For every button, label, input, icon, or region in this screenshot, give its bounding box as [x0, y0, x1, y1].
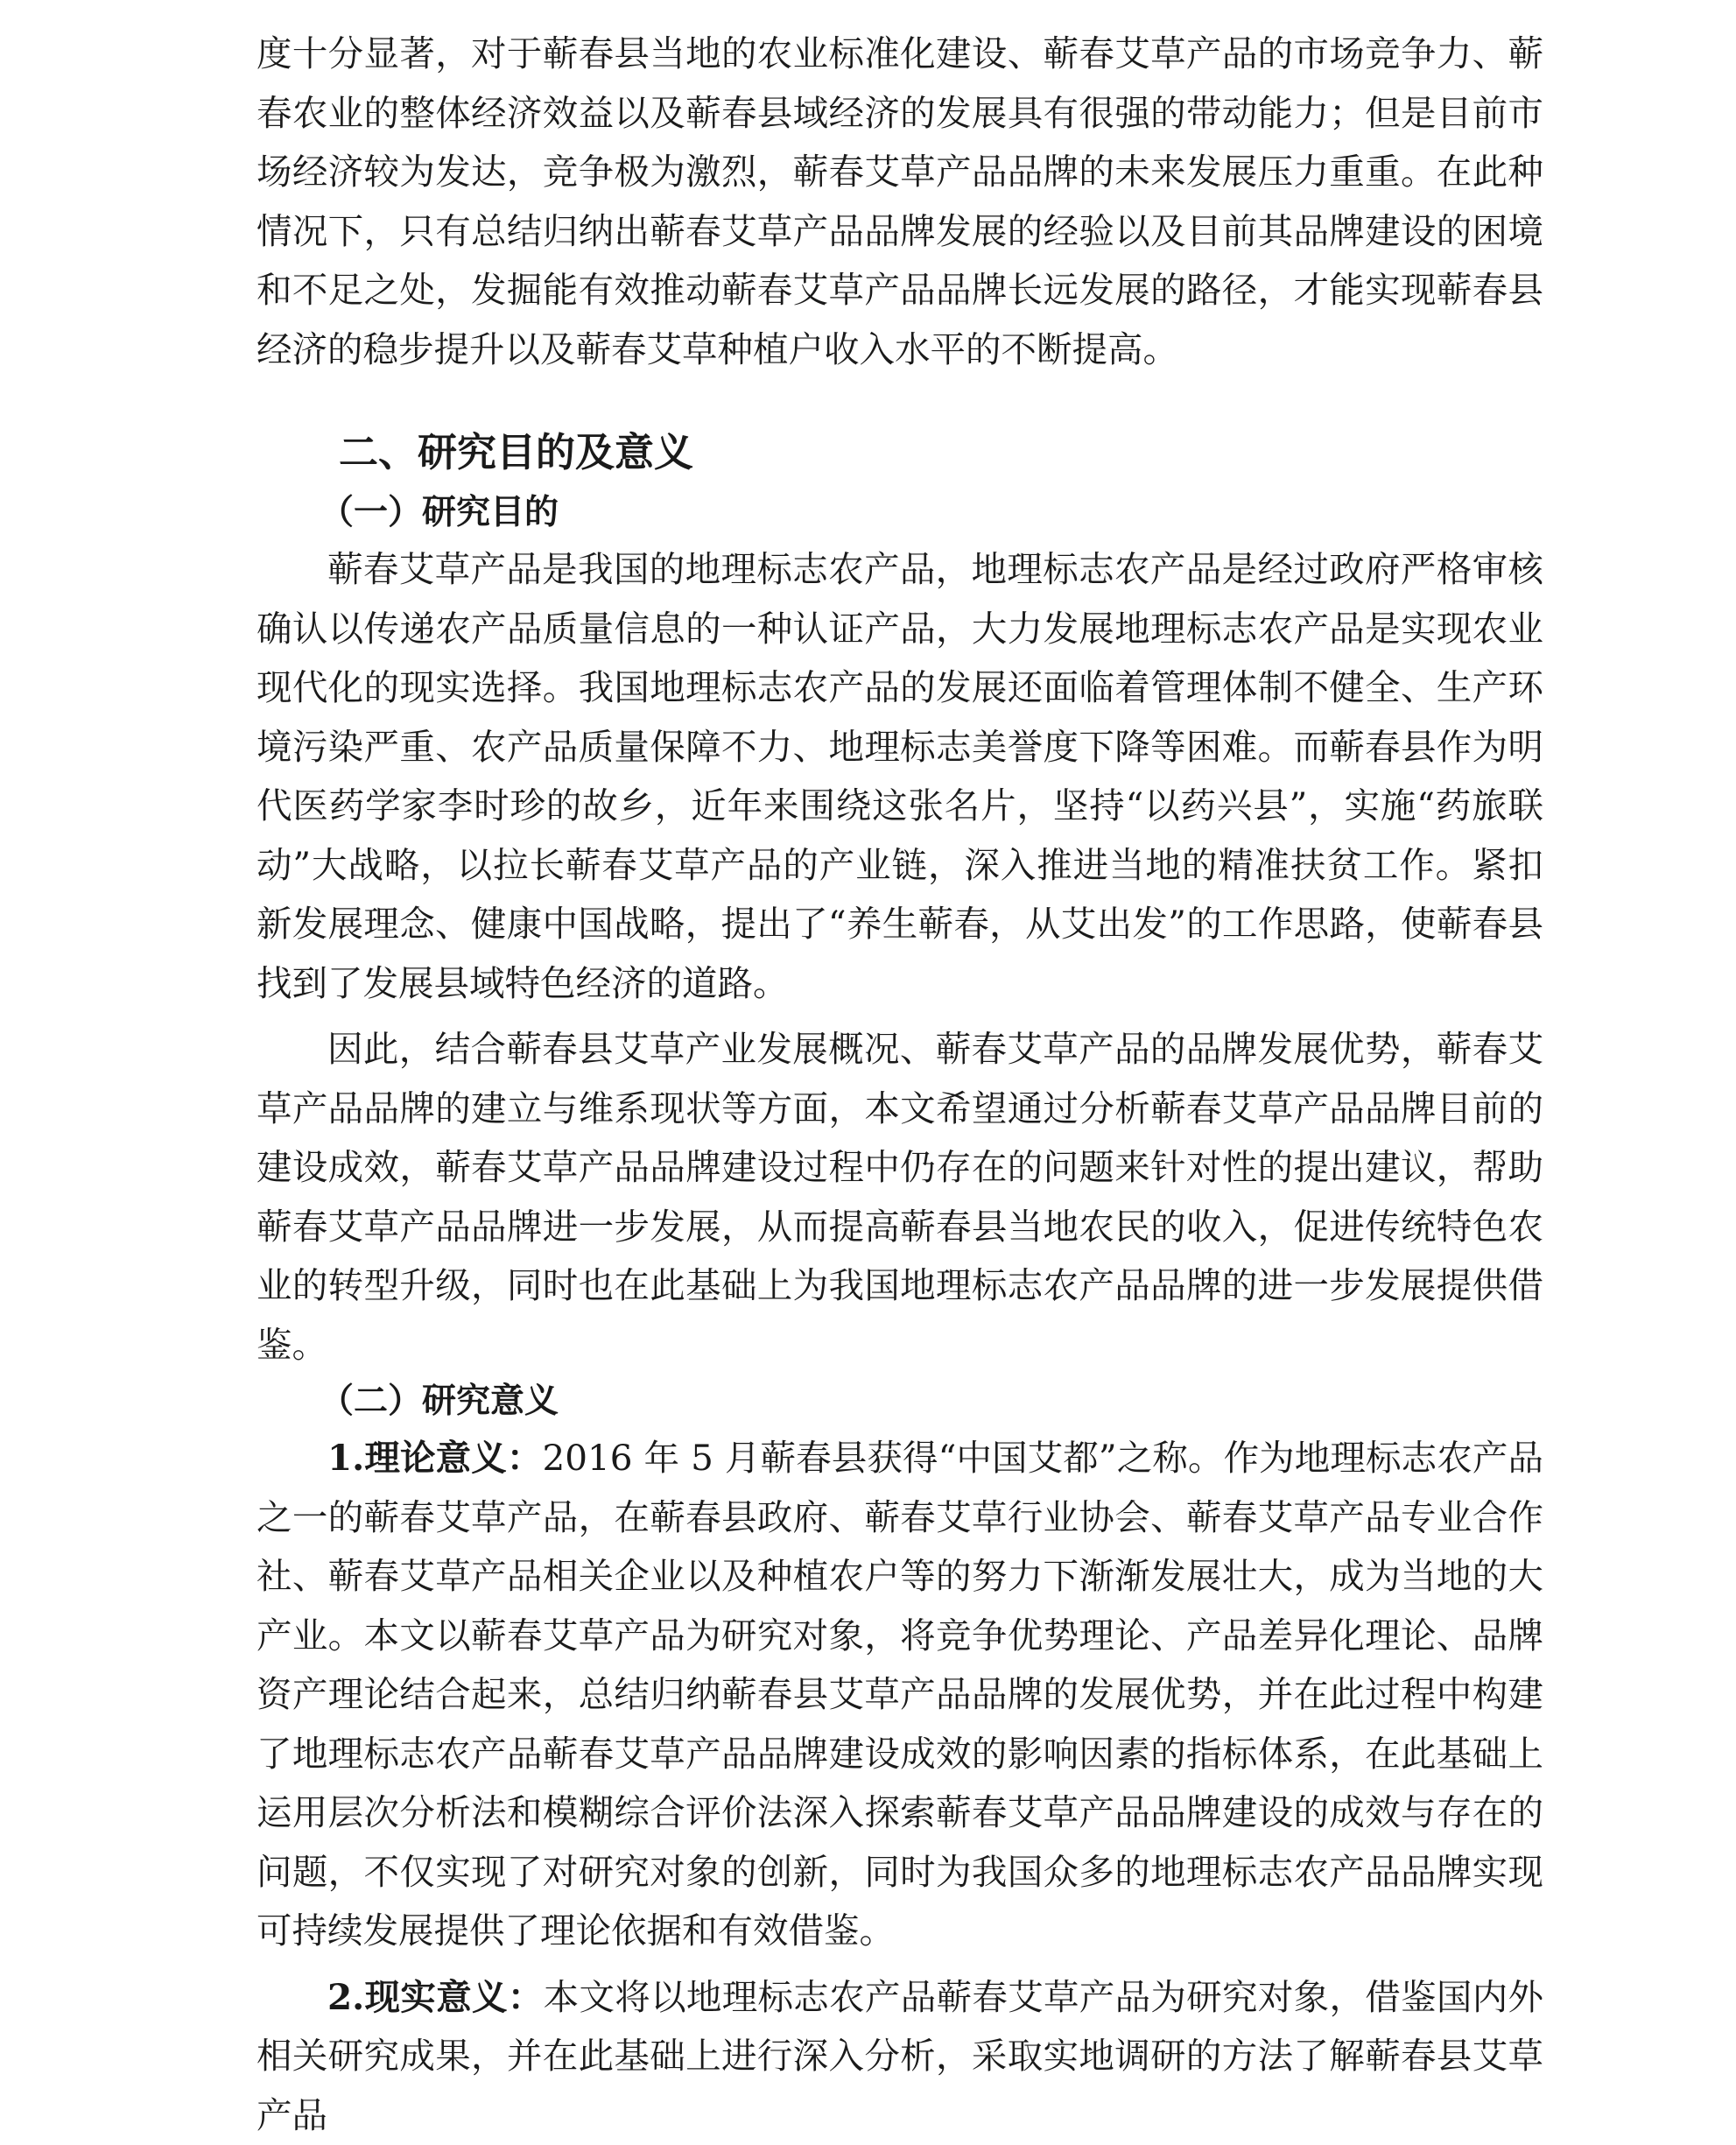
purpose-paragraph-2: 因此，结合蕲春县艾草产业发展概况、蕲春艾草产品的品牌发展优势，蕲春艾草产品品牌的建立与维系现状等方面，本文希望通过分析蕲春艾草产品品牌目前的建设成效，蕲春艾草产品品牌建设过程中仍存在的问题来针对性的提出建议，帮助蕲春艾草产品品牌进一步发展，从而提高蕲春县当地农民的收入，促进传统特色农业的转型升级，同时也在此基础上为我国地理标志农产品品牌的进一步发展提供借鉴。: [257, 1020, 1543, 1375]
document-page: [257, 25, 1543, 2145]
section-heading: 二、研究目的及意义: [257, 425, 1543, 481]
theory-significance-text: 2016 年 5 月蕲春县获得“中国艾都”之称。作为地理标志农产品之一的蕲春艾草产品，在蕲春县政府、蕲春艾草行业协会、蕲春艾草产品专业合作社、蕲春艾草产品相关企业以及种植农户等的努力下渐渐发展壮大，成为当地的大产业。本文以蕲春艾草产品为研究对象，将竞争优势理论、产品差异化理论、品牌资产理论结合起来，总结归纳蕲春县艾草产品品牌的发展优势，并在此过程中构建了地理标志农产品蕲春艾草产品品牌建设成效的影响因素的指标体系，在此基础上运用层次分析法和模糊综合评价法深入探索蕲春艾草产品品牌建设的成效与存在的问题，不仅实现了对研究对象的创新，同时为我国众多的地理标志农产品品牌实现可持续发展提供了理论依据和有效借鉴。: [257, 1437, 1543, 1952]
theory-significance-label: 1.理论意义：: [327, 1437, 542, 1479]
subsection-heading-significance: （二）研究意义: [257, 1375, 1543, 1429]
intro-paragraph: 度十分显著，对于蕲春县当地的农业标准化建设、蕲春艾草产品的市场竞争力、蕲春农业的整体经济效益以及蕲春县域经济的发展具有很强的带动能力；但是目前市场经济较为发达，竞争极为激烈，蕲春艾草产品品牌的未来发展压力重重。在此种情况下，只有总结归纳出蕲春艾草产品品牌发展的经验以及目前其品牌建设的困境和不足之处，发掘能有效推动蕲春艾草产品品牌长远发展的路径，才能实现蕲春县经济的稳步提升以及蕲春艾草种植户收入水平的不断提高。: [257, 25, 1543, 379]
practical-significance-label: 2.现实意义：: [327, 1976, 544, 2018]
practical-significance-paragraph: [257, 1968, 1543, 2145]
theory-significance-paragraph: [257, 1429, 1543, 1961]
subsection-heading-purpose: （一）研究目的: [257, 486, 1543, 540]
purpose-paragraph-1: 蕲春艾草产品是我国的地理标志农产品，地理标志农产品是经过政府严格审核确认以传递农产品质量信息的一种认证产品，大力发展地理标志农产品是实现农业现代化的现实选择。我国地理标志农产品的发展还面临着管理体制不健全、生产环境污染严重、农产品质量保障不力、地理标志美誉度下降等困难。而蕲春县作为明代医药学家李时珍的故乡，近年来围绕这张名片，坚持“以药兴县”，实施“药旅联动”大战略，以拉长蕲春艾草产品的产业链，深入推进当地的精准扶贫工作。紧扣新发展理念、健康中国战略，提出了“养生蕲春，从艾出发”的工作思路，使蕲春县找到了发展县域特色经济的道路。: [257, 540, 1543, 1013]
practical-significance-text: 本文将以地理标志农产品蕲春艾草产品为研究对象，借鉴国内外相关研究成果，并在此基础上进行深入分析，采取实地调研的方法了解蕲春县艾草产品: [257, 1976, 1543, 2136]
